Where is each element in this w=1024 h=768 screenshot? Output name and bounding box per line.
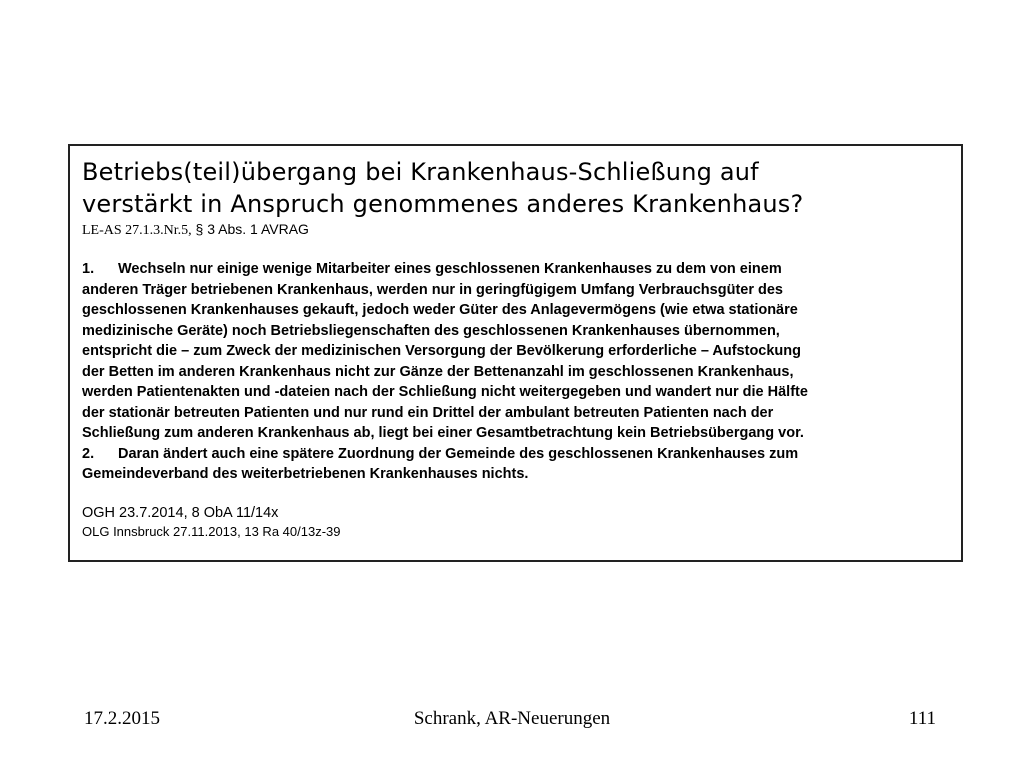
- legal-reference-sans: § 3 Abs. 1 AVRAG: [191, 221, 309, 237]
- paragraph-line: geschlossenen Krankenhauses gekauft, jedoch weder Güter des Anlagevermögens (wie etwa stationäre: [82, 302, 798, 318]
- paragraph-line: entspricht die – zum Zweck der medizinischen Versorgung der Bevölkerung erforderliche – Aufstockung: [82, 343, 801, 359]
- paragraph-line: [82, 259, 949, 280]
- footer-author-title: Schrank, AR-Neuerungen: [413, 708, 611, 729]
- legal-reference: [82, 220, 949, 240]
- legal-reference-serif: LE-AS 27.1.3.Nr.5,: [82, 223, 192, 238]
- court-citation-lower: OLG Innsbruck 27.11.2013, 13 Ra 40/13z-39: [82, 523, 341, 539]
- content-box: [68, 144, 963, 562]
- footer-page-number: 111: [908, 708, 936, 729]
- paragraph-line: medizinische Geräte) noch Betriebsliegenschaften des geschlossenen Krankenhauses übernommen,: [82, 322, 780, 339]
- paragraph-text: Daran ändert auch eine spätere Zuordnung der Gemeinde des geschlossenen Krankenhauses zum: [118, 445, 799, 462]
- court-citation-main: OGH 23.7.2014, 8 ObA 11/14x: [82, 504, 279, 521]
- footer-date: 17.2.2015: [84, 708, 160, 729]
- spacer: [82, 485, 949, 503]
- paragraph-line: Gemeindeverband des weiterbetriebenen Krankenhauses nichts.: [82, 466, 529, 482]
- paragraph-line: der stationär betreuten Patienten und nur rund ein Drittel der ambulant betreuten Patienten nach der: [82, 404, 774, 421]
- paragraph-line: werden Patientenakten und -dateien nach der Schließung nicht weitergegeben und wandert nur die Hälfte: [82, 384, 808, 400]
- spacer: [82, 240, 949, 259]
- paragraph-number: 1.: [82, 261, 95, 277]
- paragraph-number: 2.: [82, 445, 95, 462]
- paragraph-line: [82, 444, 949, 465]
- paragraph-line: Schließung zum anderen Krankenhaus ab, liegt bei einer Gesamtbetrachtung kein Betriebsübergang vor.: [82, 425, 804, 441]
- paragraph-2: [82, 444, 949, 485]
- slide-title-line-1: Betriebs(teil)übergang bei Krankenhaus-Schließung auf: [82, 158, 759, 186]
- paragraph-line: der Betten im anderen Krankenhaus nicht zur Gänze der Bettenanzahl im geschlossenen Krankenhaus,: [82, 363, 794, 380]
- paragraph-text: Wechseln nur einige wenige Mitarbeiter eines geschlossenen Krankenhauses zu dem von einem: [118, 261, 782, 277]
- slide-title-line-2: verstärkt in Anspruch genommenes anderes Krankenhaus?: [82, 190, 804, 218]
- paragraph-1: [82, 259, 949, 444]
- paragraph-line: anderen Träger betriebenen Krankenhaus, werden nur in geringfügigem Umfang Verbrauchsgüter des: [82, 281, 783, 298]
